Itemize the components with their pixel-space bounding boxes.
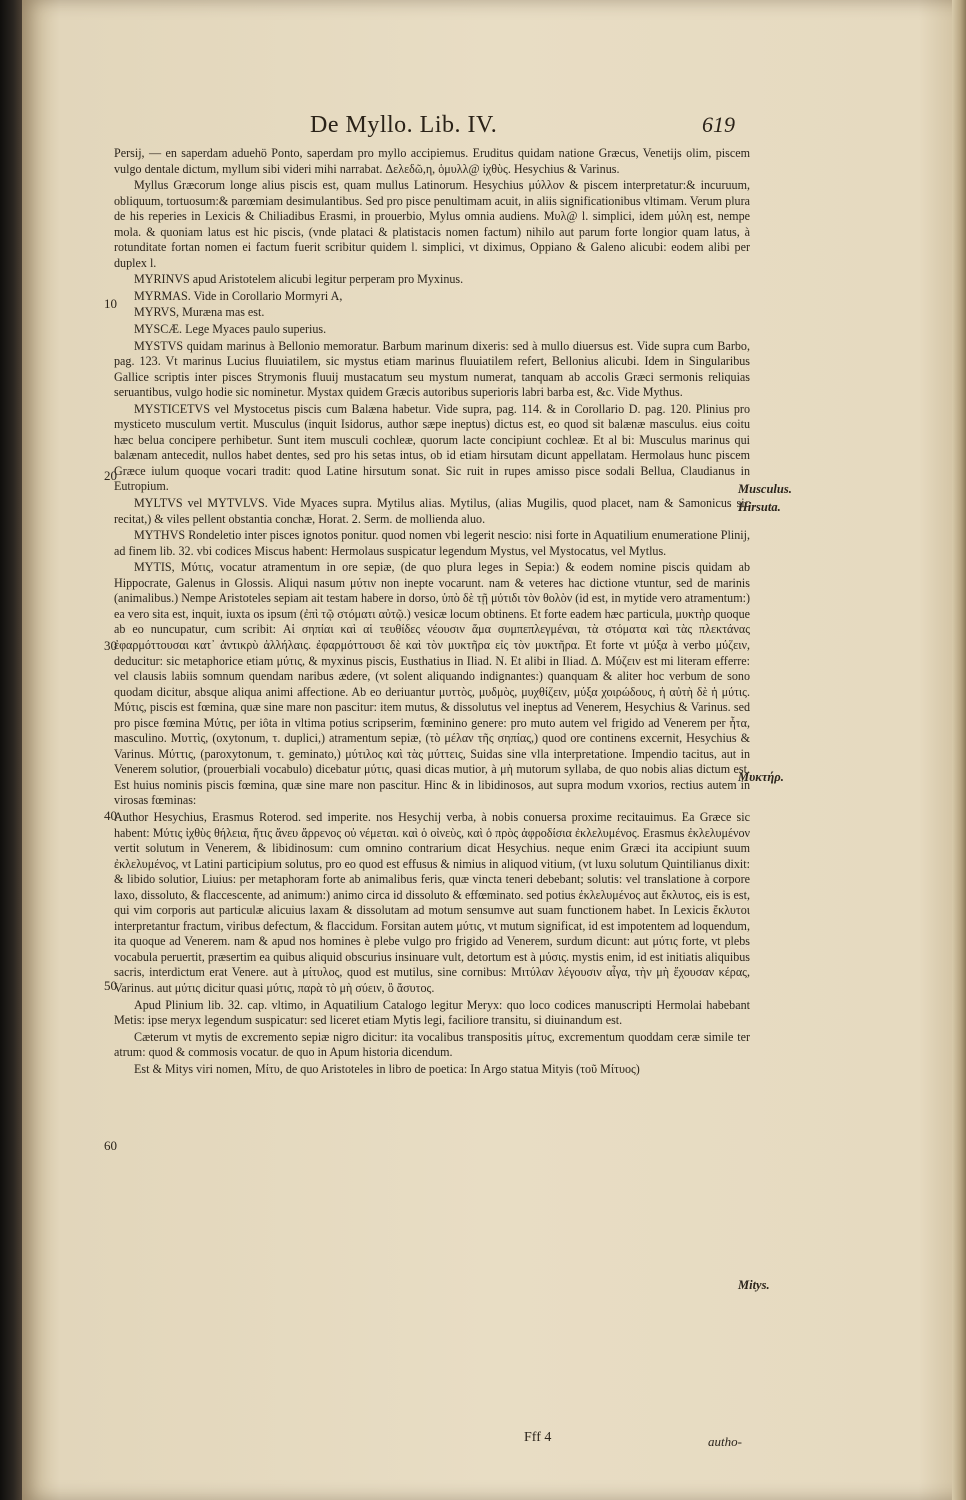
paragraph: Cæterum vt mytis de excremento sepiæ nigro dicitur: ita vocalibus transpositis μίτυς, excrementum quoddam ceræ simile ter atrum: quod & commosis vocatur. de quo in Apum historia dicendum. (114, 1029, 750, 1060)
running-title: De Myllo. Lib. IV. (310, 112, 498, 138)
line-number: 40 (104, 808, 117, 823)
margin-note: Μυκτήρ. (738, 770, 784, 784)
line-number: 50 (104, 978, 117, 993)
paragraph: MYLTVS vel MYTVLVS. Vide Myaces supra. Mytilus alias. Mytilus, (alias Mugilis, quod placet, nam & Samonicus sic recitat,) & viles pellent obstantia conchæ, Horat. 2. Serm. de mollienda aluo. (114, 496, 750, 526)
line-number: 20 (104, 468, 117, 483)
body-text (114, 146, 750, 1078)
margin-notes (738, 0, 858, 1500)
paragraph: Myllus Græcorum longe alius piscis est, quam mullus Latinorum. Hesychius μύλλον & piscem interpretatur:& incuruum, obliquum, tortuosum:& parœmiam desimulantibus. Sed pro pisce penultimam acuit, in aliis significationibus vltimam. Verum plura de his reperies in Lexicis & Chiliadibus Erasmi, in prouerbio, Mylus omnia audiens. Μυλ@ l. simplici, idem μύλη est, nempe mola. & quoniam latus est hic piscis, (vnde plataci & platistacis nomen factum) nihilo aut parum forte longior quam latus, à rotunditate fortan nomen ei factum fuerit scribitur quidem l. simplici, vt diximus, Oppiano & Galeno alicubi: eodem alibi per duplex l. (114, 178, 750, 270)
line-number: 30 (104, 638, 117, 653)
catchword: autho- (708, 1434, 742, 1449)
paragraph: MYTHVS Rondeletio inter pisces ignotos ponitur. quod nomen vbi legerit nescio: nisi forte in Aquatilium enumeratione Plinij, ad finem lib. 32. vbi codices Miscus habent: Hermolaus suspicatur legendum Mystus, vel Mystocatus, vel Mytlus. (114, 528, 750, 558)
paragraph: Persij, — en saperdam aduehö Ponto, saperdam pro myllo accipiemus. Eruditus quidam natione Græcus, Venetijs olim, piscem vulgo dentale dictum, myllum sibi videri mihi narrabat. Δελεδῶ,η, ὁμυλλ@ ἰχθὺς. Hesychius & Varinus. (114, 146, 750, 176)
paragraph: Est & Mitys viri nomen, Μίτυ, de quo Aristoteles in libro de poetica: In Argo statua Mityis (τοῦ Μίτυος) (134, 1061, 640, 1076)
paragraph: MYSCÆ. Lege Myaces paulo superius. (134, 322, 327, 337)
paragraph: MYRVS, Muræna mas est. (134, 305, 265, 320)
paragraph: MYRINVS apud Aristotelem alicubi legitur perperam pro Myxinus. (134, 272, 464, 287)
page-edge (952, 0, 966, 1500)
line-number: 10 (104, 296, 117, 311)
paragraph: MYTIS, Μύτις, vocatur atramentum in ore sepiæ, (de quo plura leges in Sepia:) & eodem nomine piscis quidam ab Hippocrate, Galenus in Glossis. Aliqui nasum μύτιν non inepte vocarunt. nam & veteres hac dictione vtuntur, sed de marinis (animalibus.) Nempe Aristoteles sepiam ait testam habere in dorso, ὑπὸ δὲ τῇ μύτιδι τὸν θολὸν (id est, in mytide vero atramentum:) ea vero sita est, inquit, iuxta os ipsum (ἐπὶ τῷ στόματι αὐτῷ.) vesicæ locum obtinens. Et forte eadem hæc particula, μυκτὴρ quoque ab eo nuncupatur, cum scribit: Αἱ σηπίαι καὶ αἱ τευθίδες νέουσιν ἅμα συμπεπλεγμέναι, τὰ στόματα καὶ τὰς πλεκτάνας ἐφαρμόττουσαι κατ᾽ ἀντικρὺ ἀλλήλαις. ἐφαρμόττουσι δὲ καὶ τὸν μυκτῆρα εἰς τὸν μυκτῆρα. Et forte vt μύξα à verbo μύζειν, deducitur: sic metaphorice etiam μύτις, & myxinus piscis, Eusthatius in Iliad. N. Et alibi in Iliad. Δ. Μύζειν est mi literam efferre: vel clausis labiis somnum quendam naribus ædere, (vt solent aliquando indignantes:) quanquam & aliter hoc verbum de sono quodam dicitur, absque aliqua animi affectione. Ab eo deriuantur μυττὸς, μυδμὸς, μυχθίζειν, μύξα χοιρώδους, ἡ αὐτὴ δὲ ἡ μύτις. Μύτις, piscis est fœmina, quæ sine mare non pascitur: item mutus, & dissolutus vel ineptus ad Venerem, Hesychius & Varinus. sed pro pisce fœmina Μύτις, per iôta in vltima potius scripserim, fœminino genere: pro muto autem vel frigido ad Venerem per ἦτα, masculino. Μυττὶς, (oxytonum, τ. duplici,) atramentum sepiæ, (τὸ μέλαν τῆς σηπίας,) quod ore continens excernit, Hesychius & Varinus. Μύττις, (paroxytonum, τ. geminato,) μύτιλος καὶ τὰς μύττεις, Suidas sine vlla interpretatione. Impendio tacitus, aut in Venerem solutior, (prouerbiali vocabulo) dicebatur μύτις, quasi dicas mutior, à μὴ mutorum syllaba, de quo nobis alias dictum est. Est huius nominis piscis fœmina, quæ sine mare non pascitur. Hinc & in libidinosos, aut supra modum vxorios, rectius autem in virosas fœminas: (114, 560, 750, 808)
margin-note: Mitys. (738, 1278, 770, 1292)
margin-note: Hirsuta. (738, 500, 781, 514)
book-page (22, 0, 966, 1500)
book-spine (0, 0, 22, 1500)
paragraph: MYRMAS. Vide in Corollario Mormyri A, (134, 288, 343, 303)
paragraph: MYSTVS quidam marinus à Bellonio memoratur. Barbum marinum dixeris: sed à mullo diuersus est. Vide supra cum Barbo, pag. 123. Vt marinus Lucius fluuiatilem, sic mystus etiam marinus fluuiatilem refert, Bellonius alicubi. Idem in Singularibus Gallice scriptis inter pisces Strymonis fluuij mustacatum seu mystum numerat, tanquam ab accolis Græci sermonis reliquias seruantibus, vulgo hodie sic nominetur. Mystax quidem Græcis autoribus superioris labri barba est, &c. Vide Mythus. (114, 338, 750, 400)
margin-note: Musculus. (738, 482, 792, 496)
signature-mark: Fff 4 (524, 1430, 552, 1445)
paragraph: Author Hesychius, Erasmus Roterod. sed imperite. nos Hesychij verba, à nobis conuersa proxime recitauimus. Ea Græce sic habent: Μύτις ἰχθὺς θήλεια, ἥτις ἄνευ ἄρρενος οὐ νέμεται. καὶ ὁ οἰνεὺς, καὶ ὁ πρὸς ἀφροδίσια ἐκλελυμένος. Erasmus ἐκλελυμένον vertit solutum in Venerem, & libidinosum: cum omnino contrarium dicat Hesychius. neque enim Græci ita accipiunt suum ἐκλελυμένος, vt Latini participium solutus, pro eo quod est effusus & nimius in aliquod vitium, (vt luxu solutum Quintilianus dixit: & libido solutior, Liuius: per metaphoram forte ab animalibus feris, quæ vincta teneri debebant; solutis: vel translatione à corpore laxo, dissoluto, & flaccescente, ad animum:) animo circa id dissoluto & effœminato. sed potius ἐκλελυμένος aut ἔκλυτος, eis is est, qui vim corporis aut particulæ alicuius laxam & dissolutam ad motum sensumve aut suam functionem habet. In Lexicis ἔκλυτοι interpretantur fractum, viribus defectum, & flaccidum. Forsitan autem μύτις, vt mutum significat, id est impotentem ad loquendum, ita quoque ad Venerem. nam & apud nos homines è plebe vulgo pro frigido ad Venerem, surdum dicunt: aut μύτις forte, vt plebs vocabula peruertit, præsertim ea quibus aliquid obscurius insinuare vult, detortum est à μύσις. mystis enim, id est initiatis aliquibus sacris, interdictum erat Venere. aut à μίτυλος, quod est mutilus, sine cornibus: Μιτύλαν λέγουσιν αἶγα, τὴν μὴ ἔχουσαν κέρας, Varinus. aut μύτις dicitur quasi μύτις, παρὰ τὸ μὴ σύειν, ὃ ἄσυτος. (114, 809, 750, 995)
page-number: 619 (702, 112, 735, 137)
paragraph: Apud Plinium lib. 32. cap. vltimo, in Aquatilium Catalogo legitur Meryx: quo loco codices manuscripti Hermolai habebant Metis: ipse meryx legendum suspicatur: sed liceret etiam Mytis legi, faciliore transitu, si diuinandum est. (114, 997, 750, 1028)
page-footer (22, 1430, 966, 1470)
line-number: 60 (104, 1138, 117, 1153)
paragraph: MYSTICETVS vel Mystocetus piscis cum Balæna habetur. Vide supra, pag. 114. & in Corollario D. pag. 120. Plinius pro mysticeto musculum vertit. Musculus (inquit Isidorus, author sæpe ineptus) dictus est, eo quod sit balænæ masculus. eius coitu hæc belua concipere perhibetur. Sunt item musculi cochleæ, quorum lacte concipiunt cochleæ. Et al bi: Musculus marinus qui balænam antecedit, nullos habet dentes, sed pro his setas intus, ob id etiam hirsutam dicunt appellatam. Hermolaus hunc piscem Græce iulum quoque vocari tradit: quod Latine hirsutum sonat. Sic ruit in rupes amisso pisce sodali Bellua, Claudianus in Eutropium. (114, 401, 750, 494)
